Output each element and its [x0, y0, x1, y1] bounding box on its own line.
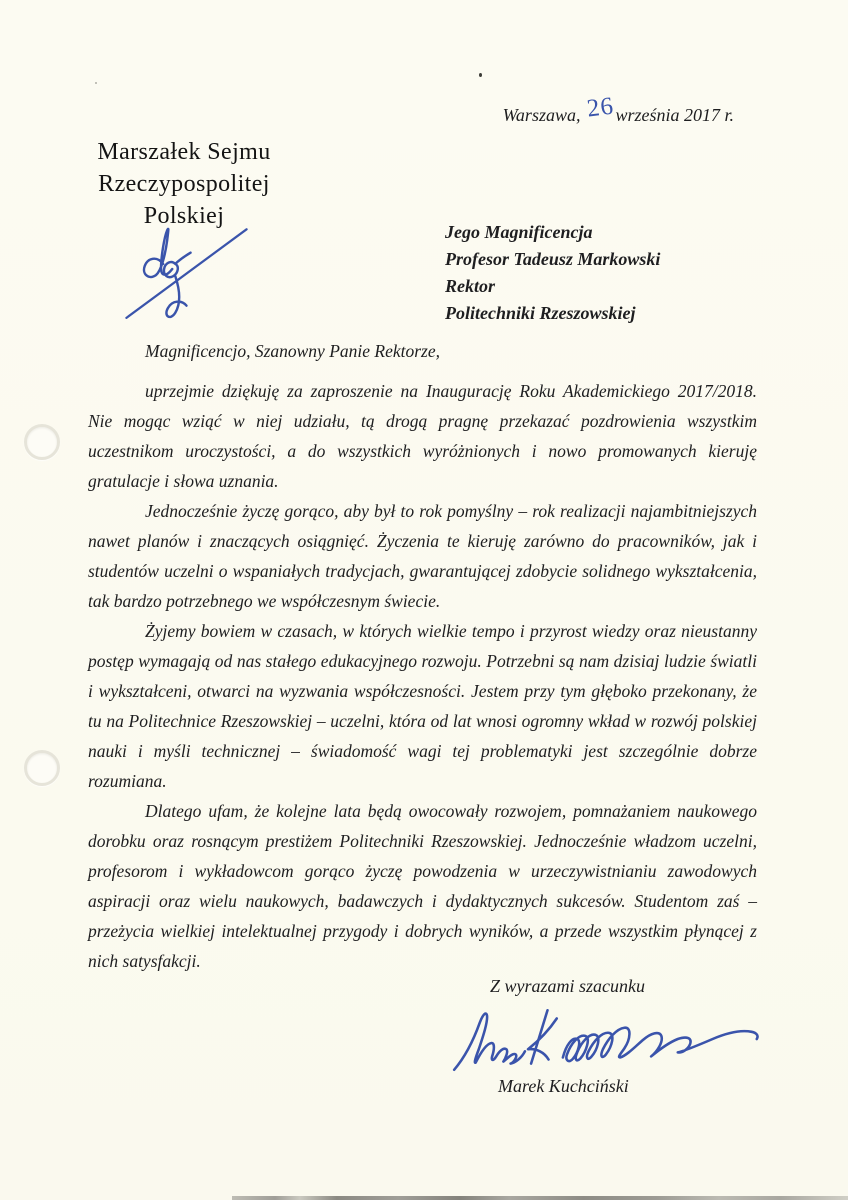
addressee-line: Rektor — [445, 276, 496, 296]
addressee-line: Politechniki Rzeszowskiej — [445, 303, 636, 323]
date-rest: września 2017 r. — [615, 105, 734, 125]
letterhead-line1: Marszałek Sejmu — [97, 139, 271, 165]
paragraph-3: Żyjemy bowiem w czasach, w których wielkie tempo i przyrost wiedzy oraz nieustanny postęp wymagają od nas stałego edukacyjnego rozwoju. Potrzebni są nam dzisiaj ludzie światli i wykształceni, otwarci na wyzwania współczesności. Jestem przy tym głęboko przekonany, że tu na Politechnice Rzeszowskiej – uczelni, która od lat wnosi ogromny wkład w rozwój polskiej nauki i myśli technicznej – świadomość wagi tej problematyki jest szczególnie dobrze rozumiana. — [88, 621, 757, 791]
scan-edge-artifact — [232, 1196, 848, 1200]
hole-punch-bottom — [24, 750, 60, 786]
signer-name: Marek Kuchciński — [498, 1076, 629, 1096]
paragraph-1: uprzejmie dziękuję za zaproszenie na Inaugurację Roku Akademickiego 2017/2018. Nie mogąc wziąć w niej udziału, tą drogą pragnę przekazać pozdrowienia wszystkim uczestnikom uroczystości, a do wszystkich wyróżnionych i nowo promowanych kieruję gratulacje i słowa uznania. — [88, 381, 757, 491]
handwritten-annotation-do — [118, 213, 256, 325]
addressee-line: Profesor Tadeusz Markowski — [445, 249, 661, 269]
letterhead-line2: Rzeczypospolitej Polskiej — [98, 171, 270, 229]
letter-body — [88, 336, 757, 976]
paragraph-2: Jednocześnie życzę gorąco, aby był to rok pomyślny – rok realizacji najambitniejszych nawet planów i znaczących osiągnięć. Życzenia te kieruję zarówno do pracowników, jak i studentów uczelni o wspaniałych tradycjach, gwarantującej zdobycie solidnego wykształcenia, tak bardzo potrzebnego we współczesnym świecie. — [88, 501, 757, 611]
date-city: Warszawa, — [502, 105, 581, 125]
date-line — [502, 92, 734, 128]
salutation: Magnificencjo, Szanowny Panie Rektorze, — [145, 341, 440, 361]
closing-phrase: Z wyrazami szacunku — [490, 976, 646, 996]
addressee-block — [445, 219, 660, 327]
pen-scribble-do — [118, 213, 256, 325]
handwritten-signature — [448, 997, 766, 1081]
addressee-line: Jego Magnificencja — [445, 222, 593, 242]
hole-punch-top — [24, 424, 60, 460]
scan-speck — [479, 73, 482, 77]
scan-speck — [95, 82, 97, 84]
handwritten-day: 26 — [585, 92, 616, 123]
paragraph-4: Dlatego ufam, że kolejne lata będą owocowały rozwojem, pomnażaniem naukowego dorobku oraz rosnącym prestiżem Politechniki Rzeszowskiej. Jednocześnie władzom uczelni, profesorom i wykładowcom gorąco życzę powodzenia w urzeczywistnianiu zawodowych aspiracji oraz wielu naukowych, badawczych i dydaktycznych sukcesów. Studentom zaś – przeżycia wielkiej intelektualnej przygody i dobrych wyników, a przede wszystkim płynącej z nich satysfakcji. — [88, 801, 757, 971]
pen-signature-scribble — [448, 997, 766, 1081]
